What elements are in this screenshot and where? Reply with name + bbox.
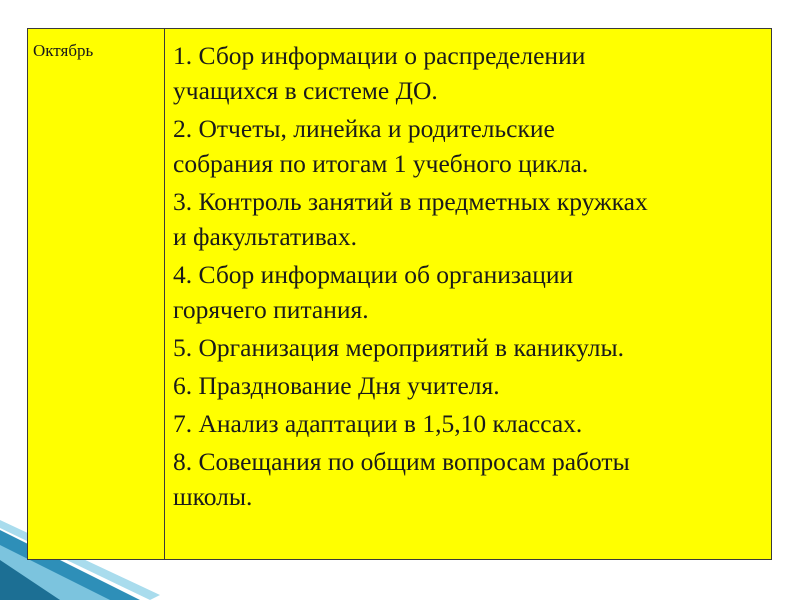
task-item-5: 5. Организация мероприятий в каникулы.	[173, 333, 624, 362]
task-item-2: 2. Отчеты, линейка и родительские собрания по итогам 1 учебного цикла.	[173, 114, 589, 178]
tasks-cell	[165, 29, 771, 559]
task-item-1: 1. Сбор информации о распределении учащихся в системе ДО.	[173, 41, 586, 105]
task-item-6: 6. Празднование Дня учителя.	[173, 371, 500, 400]
task-item-3: 3. Контроль занятий в предметных кружках и факультативах.	[173, 187, 648, 251]
task-item-4: 4. Сбор информации об организации горячего питания.	[173, 260, 574, 324]
task-item-7: 7. Анализ адаптации в 1,5,10 классах.	[173, 409, 583, 438]
month-cell: Октябрь	[28, 29, 165, 559]
plan-table	[27, 28, 772, 560]
task-item-8: 8. Совещания по общим вопросам работы школы.	[173, 447, 630, 511]
